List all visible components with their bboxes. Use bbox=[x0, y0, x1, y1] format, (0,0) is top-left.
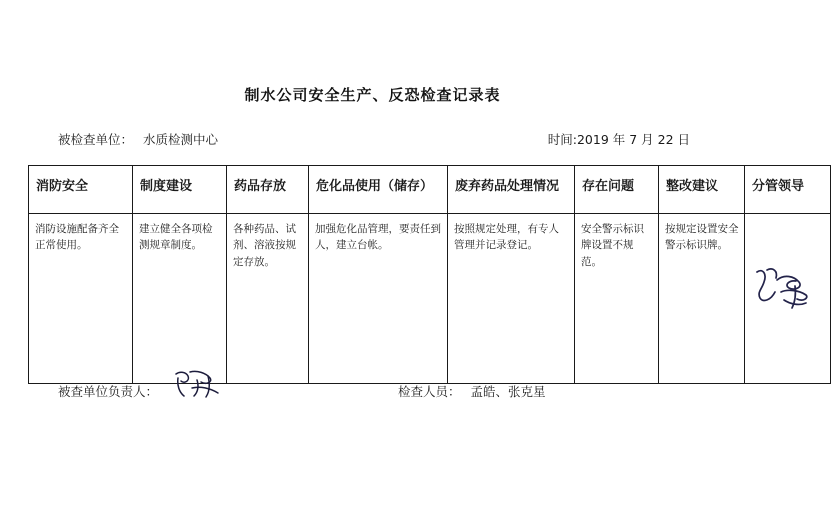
inspectors-label: 检查人员： bbox=[398, 384, 461, 399]
column-header-hazardous-use: 危化品使用（储存） bbox=[309, 166, 448, 214]
responsible-person-label: 被查单位负责人： bbox=[58, 384, 159, 399]
footer-row bbox=[58, 382, 690, 400]
inspectors bbox=[398, 382, 546, 400]
cell-existing-problems: 安全警示标识牌设置不规范。 bbox=[575, 214, 659, 384]
cell-fire-safety: 消防设施配备齐全正常使用。 bbox=[29, 214, 133, 384]
table-row bbox=[29, 214, 831, 384]
responsible-person bbox=[58, 382, 398, 400]
column-header-chemical-storage: 药品存放 bbox=[227, 166, 309, 214]
cell-hazardous-use: 加强危化品管理，要责任到人，建立台帐。 bbox=[309, 214, 448, 384]
cell-chemical-storage: 各种药品、试剂、溶液按规定存放。 bbox=[227, 214, 309, 384]
inspectors-value: 孟皓、张克星 bbox=[470, 384, 546, 399]
page-title: 制水公司安全生产、反恐检查记录表 bbox=[244, 86, 501, 104]
table-header-row bbox=[29, 166, 831, 214]
cell-system-construction: 建立健全各项检测规章制度。 bbox=[133, 214, 227, 384]
column-header-leader-in-charge: 分管领导 bbox=[745, 166, 831, 214]
inspection-date: 时间:2019 年 7 月 22 日 bbox=[547, 132, 690, 147]
column-header-existing-problems: 存在问题 bbox=[575, 166, 659, 214]
inspected-unit-label: 被检查单位： bbox=[58, 132, 134, 147]
inspection-table bbox=[28, 165, 831, 384]
column-header-fire-safety: 消防安全 bbox=[29, 166, 133, 214]
column-header-waste-disposal: 废弃药品处理情况 bbox=[448, 166, 575, 214]
cell-rectification-advice: 按规定设置安全警示标识牌。 bbox=[659, 214, 745, 384]
inspected-unit bbox=[58, 130, 218, 148]
inspected-unit-value: 水质检测中心 bbox=[143, 132, 219, 147]
column-header-system-construction: 制度建设 bbox=[133, 166, 227, 214]
meta-row bbox=[58, 130, 690, 148]
leader-signature-mark bbox=[751, 262, 813, 314]
cell-waste-disposal: 按照规定处理，有专人管理并记录登记。 bbox=[448, 214, 575, 384]
cell-leader-in-charge bbox=[745, 214, 831, 384]
column-header-rectification-advice: 整改建议 bbox=[659, 166, 745, 214]
